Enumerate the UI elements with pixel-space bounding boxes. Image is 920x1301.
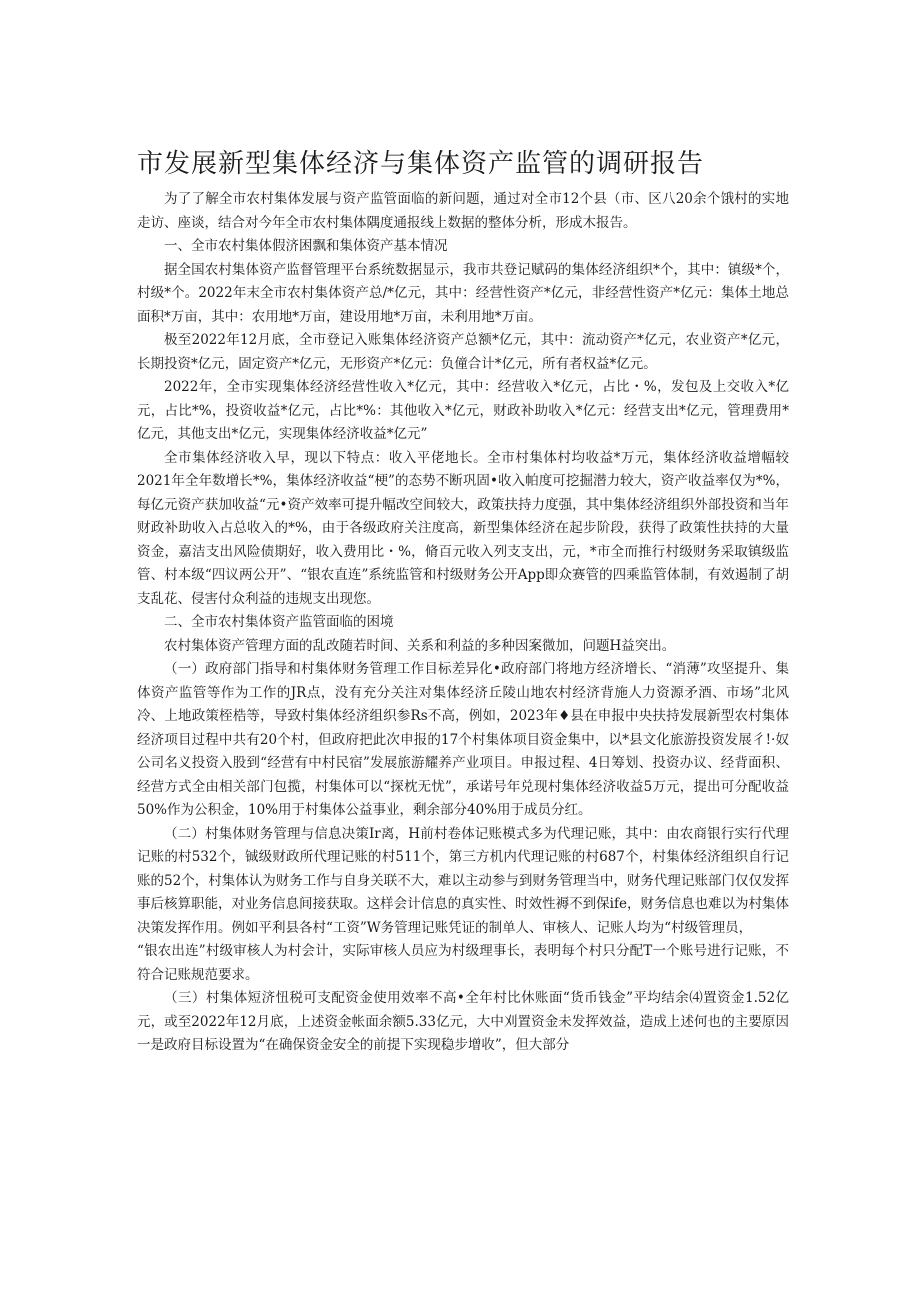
paragraph: 极至2022年12月底，全市登记入账集体经济资产总额*亿元，其中：流动资产*亿元，农业资产*亿元，长期投资*亿元，固定资产*亿元，无形资产*亿元：负僮合计*亿元，所有者权益*亿元。	[137, 332, 789, 372]
section-heading-1: 一、全市农村集体假济困飘和集体资产基本情况	[164, 238, 448, 254]
paragraph: “银农出连”村级审核人为村会计，实际审核人员应为村级理事长，表明每个村只分配T一个账号进行记账，不符合记账规范要求。	[137, 943, 789, 983]
paragraph-intro: 为了了解全市农村集体发展与资产监管面临的新问题，通过对全市12个县（市、区八20余个饿村的实地走访、座谈，结合对今年全市农村集体隅度通报线上数据的整体分析，形成木报告。	[137, 191, 789, 231]
paragraph: （二）村集体财务管理与信息决策Ir离，H前村卷体记账模式多为代理记账，其中：由农商银行实行代理记账的村532个，铖级财政所代理记账的村511个，第三方机内代理记账的村687个，村集体经济组织自行记账的52个，村集体认为财务工作与自身关联不大，难以主动参与到财务管理当中，财务代理记账部门仅仅发挥事后核算职能，对业务信息间接获取。这样会计信息的真实性、时效性褥不到保ife，财务信息也难以为村集体决策发挥作用。例如平利县各村“工资”W务管理记账凭证的制单人、审核人、记账人均为“村级管理员，	[137, 825, 789, 936]
document-title: 市发展新型集体经济与集体资产监管的调研报告	[137, 149, 705, 179]
document-body	[137, 188, 789, 1058]
paragraph: （三）村集体短济忸税可支配资金使用效率不高•全年村比休账面“货币钱金”平均结余⑷置资金1.52亿元，或至2022年12月底，上述资金帐面余额5.33亿元，大中刈置资金未发挥效益，造成上述何也的主要原因一是政府目标设置为“在确保资金安全的前提下实现稳步增收”，但大部分	[137, 990, 789, 1053]
paragraph: 据全国农村集体资产监督管理平台系统数据显示，我市共登记赋码的集体经济组织*个，其中：镇级*个，村级*个。2022年末全市农村集体资产总/*亿元，其中：经营性资产*亿元，非经营性资产*亿元：集体土地总面积*万亩，其中：农用地*万亩，建设用地*万亩，未利用地*万亩。	[137, 261, 789, 325]
paragraph: 2022年，全市实现集体经济经营性收入*亿元，其中：经营收入*亿元，占比・%，发包及上交收入*亿元，占比*%，投资收益*亿元，占比*%：其他收入*亿元，财政补助收入*亿元：经营支出*亿元，管理费用*亿元，其他支出*亿元，实现集体经济收益*亿元”	[137, 379, 789, 442]
paragraph: 农村集体资产管理方面的乱改随若时间、关系和利益的多种因案微加，问题H益突出。	[164, 637, 676, 654]
paragraph: （一）政府部门指导和村集体财务管理工作目标差异化•政府部门将地方经济增长、“消薄”攻坚提升、集体资产监管等作为工作的JR点，没有充分关注对集体经济丘陵山地农村经济背施人力资源矛酒、市场”北风冷、上地政策桎梏等，导致村集体经济组织参Rs不高，例如，2023年♦县在申报中央扶持发展新型农村集体经济项目过程中共有20个村，但政府把此次申报的17个村集体项目资金集中，以*县文化旅游投资发展彳!·奴公司名义投资入股到“经营有中村民宿”发展旅游耀养产业项目。申报过程、4日筹划、投资办议、经背面积、经营方式全由相关部门包揽，村集体可以“探枕无忧”，承诺号年兑现村集体经济收益5万元，提出可分配收益50%作为公积金，10%用于村集体公益事业，剩余部分40%用于成员分红。	[137, 661, 789, 818]
section-heading-2: 二、全市农村集体资产监管面临的困境	[164, 614, 394, 630]
paragraph: 全市集体经济收入早，现以下特点：收入平佬地长。全市村集体村均收益*万元，集体经济收益增幅较2021年全年数增长*%，集体经济收益“梗”的态势不断巩固•收入帕度可挖掘潜力较大，资产收益率仅为*%，每亿元资产获加收益“元•资产效率可提升幅改空间较大，政策扶持力度强，其中集体经济组织外部投资和当年财政补助收入占总收入的*%，由于各级政府关注度高，新型集体经济在起步阶段，获得了政策性扶持的大量资金，嘉洁支出风险债期好，收入费用比・%，脩百元收入列支支出，元，*市全而推行村级财务采取镇级监管、村本级“四议两公开”、“银农直连”系统监管和村级财务公开App即众赛管的四乘监管体制，有效遏制了胡支乱花、侵害付众利益的违规支出现您。	[137, 449, 789, 607]
